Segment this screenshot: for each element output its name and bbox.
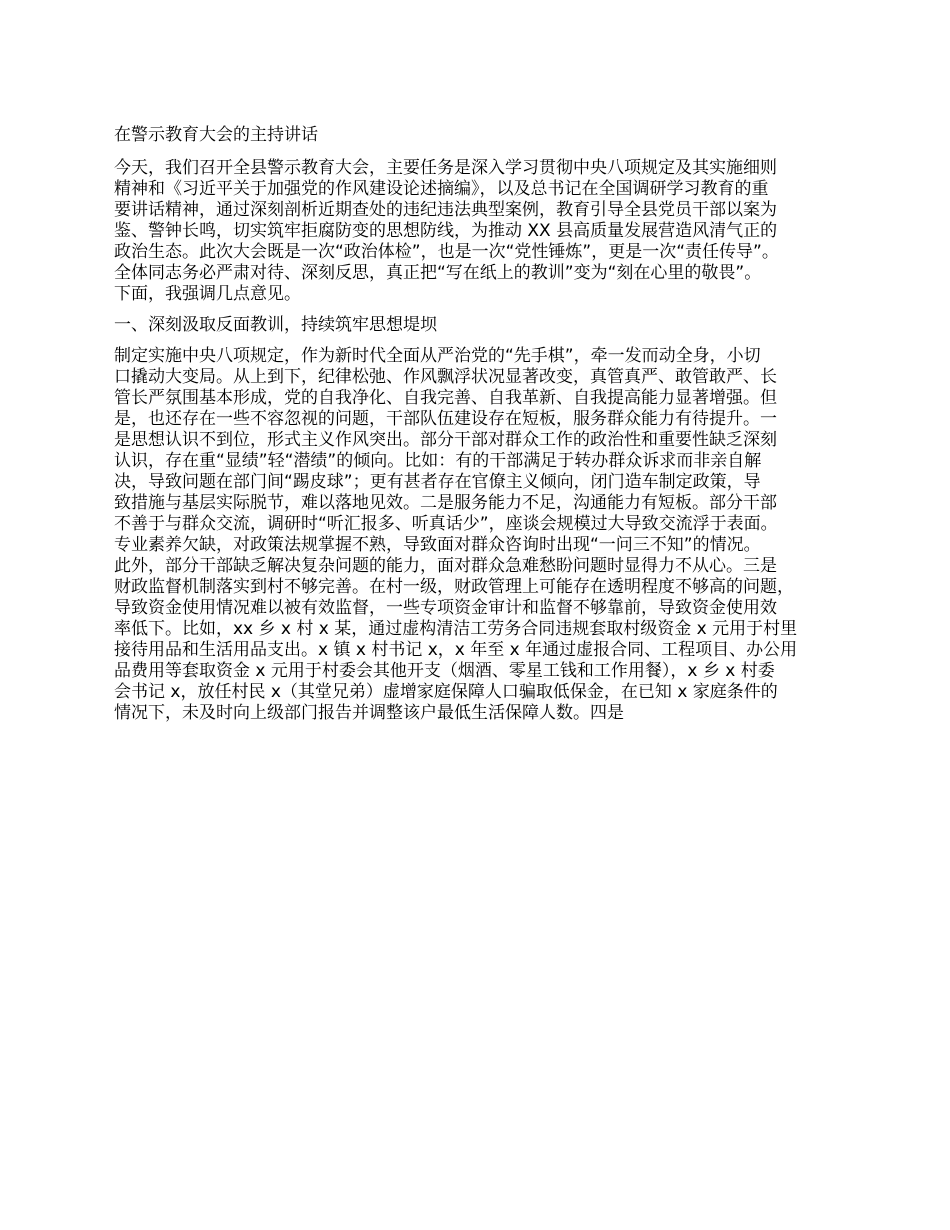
body-line: 管长严氛围基本形成，党的自我净化、自我完善、自我革新、自我提高能力显著增强。但 <box>114 388 777 408</box>
body-line: 情况下，未及时向上级部门报告并调整该户最低生活保障人数。四是 <box>114 703 624 723</box>
body-line: 口撬动大变局。从上到下，纪律松弛、作风飘浮状况显著改变，真管真严、敢管敢严、长 <box>114 367 777 387</box>
intro-paragraph <box>114 158 874 305</box>
intro-line: 政治生态。此次大会既是一次“政治体检”，也是一次“党性锤炼”，更是一次“责任传导”。 <box>114 242 779 262</box>
body-line: 财政监督机制落实到村不够完善。在村一级，财政管理上可能存在透明程度不够高的问题， <box>114 577 794 597</box>
document-title: 在警示教育大会的主持讲话 <box>114 125 318 145</box>
body-line: 决，导致问题在部门间“踢皮球”；更有甚者存在官僚主义倾向，闭门造车制定政策，导 <box>114 472 761 492</box>
intro-line: 精神和《习近平关于加强党的作风建设论述摘编》，以及总书记在全国调研学习教育的重 <box>114 179 769 199</box>
intro-line: 鉴、警钟长鸣，切实筑牢拒腐防变的思想防线，为推动 XX 县高质量发展营造风清气正的 <box>114 221 778 241</box>
intro-line: 全体同志务必严肃对待、深刻反思，真正把“写在纸上的教训”变为“刻在心里的敬畏”。 <box>114 263 762 283</box>
body-line: 率低下。比如，xx 乡 x 村 x 某，通过虚构清洁工劳务合同违规套取村级资金 x 元用于村里 <box>114 619 798 639</box>
body-line: 是，也还存在一些不容忽视的问题，干部队伍建设存在短板，服务群众能力有待提升。一 <box>114 409 777 429</box>
body-line: 制定实施中央八项规定，作为新时代全面从严治党的“先手棋”，牵一发而动全身，小切 <box>114 346 761 366</box>
intro-line: 要讲话精神，通过深刻剖析近期查处的违纪违法典型案例，教育引导全县党员干部以案为 <box>114 200 777 220</box>
section-heading-block <box>114 315 874 336</box>
body-line: 致措施与基层实际脱节，难以落地见效。二是服务能力不足，沟通能力有短板。部分干部 <box>114 493 777 513</box>
body-line: 不善于与群众交流，调研时“听汇报多、听真话少”，座谈会规模过大导致交流浮于表面。 <box>114 514 778 534</box>
body-line: 专业素养欠缺，对政策法规掌握不熟，导致面对群众咨询时出现“一问三不知”的情况。 <box>114 535 761 555</box>
body-line: 品费用等套取资金 x 元用于村委会其他开支（烟酒、零星工钱和工作用餐），x 乡 x 村委 <box>114 661 775 681</box>
body-line: 认识，存在重“显绩”轻“潜绩”的倾向。比如：有的干部满足于转办群众诉求而非亲自解 <box>114 451 762 471</box>
body-line: 是思想认识不到位，形式主义作风突出。部分干部对群众工作的政治性和重要性缺乏深刻 <box>114 430 777 450</box>
body-line: 会书记 x，放任村民 x（其堂兄弟）虚增家庭保障人口骗取低保金，在已知 x 家庭条件的 <box>114 682 778 702</box>
intro-line: 下面，我强调几点意见。 <box>114 284 301 304</box>
section-heading: 一、深刻汲取反面教训，持续筑牢思想堤坝 <box>114 315 437 335</box>
body-line: 导致资金使用情况难以被有效监督，一些专项资金审计和监督不够靠前，导致资金使用效 <box>114 598 777 618</box>
intro-line: 今天，我们召开全县警示教育大会，主要任务是深入学习贯彻中央八项规定及其实施细则 <box>114 158 777 178</box>
document-body <box>114 125 874 734</box>
document-title-block <box>114 125 874 146</box>
body-line: 此外，部分干部缺乏解决复杂问题的能力，面对群众急难愁盼问题时显得力不从心。三是 <box>114 556 777 576</box>
body-paragraph <box>114 346 874 724</box>
body-line: 接待用品和生活用品支出。x 镇 x 村书记 x，x 年至 x 年通过虚报合同、工程项目、办公用 <box>114 640 798 660</box>
